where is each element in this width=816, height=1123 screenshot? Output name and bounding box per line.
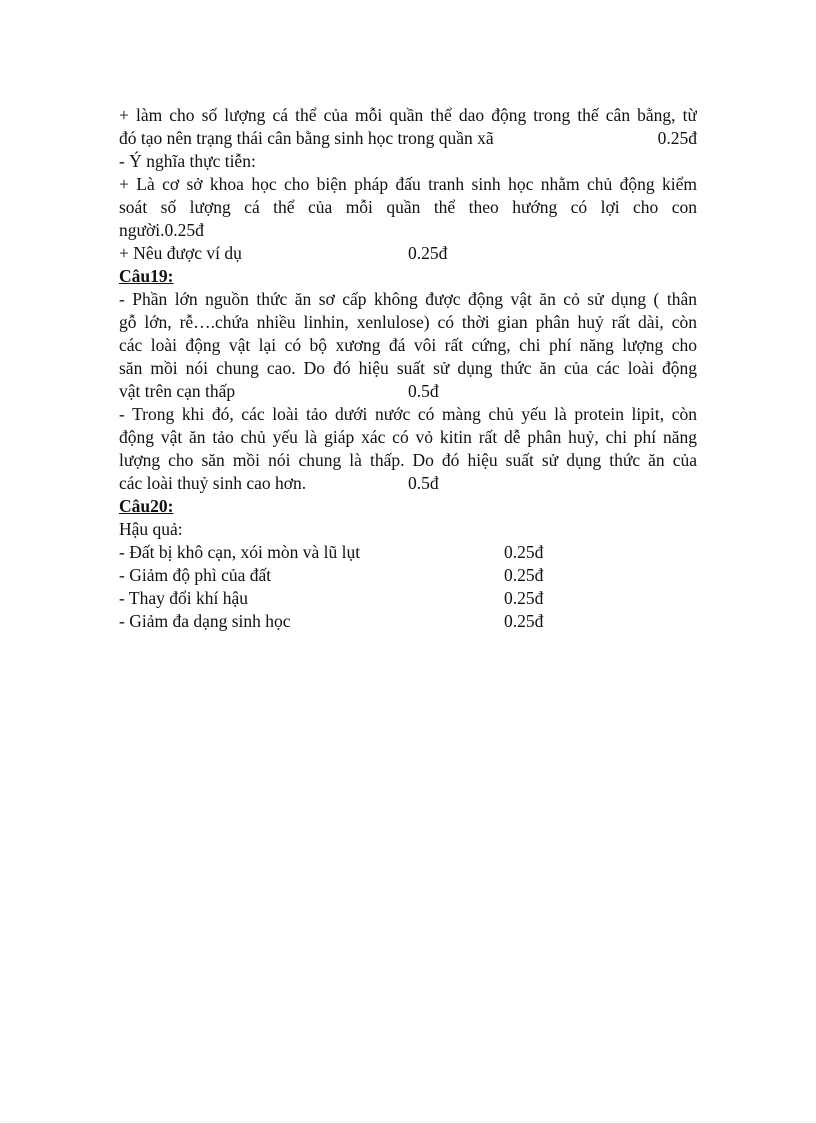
list-item [119, 541, 697, 564]
score-label: 0.5đ [408, 381, 439, 401]
text-line [119, 472, 697, 495]
text-content: các loài thuỷ sinh cao hơn. [119, 473, 307, 493]
list-item [119, 564, 697, 587]
text-line: + làm cho số lượng cá thể của mỗi quần thể dao động trong thế cân bằng, từ [119, 105, 697, 125]
text-content: vật trên cạn thấp [119, 381, 236, 401]
question-heading-19: Câu19: [119, 266, 174, 286]
text-line: - Phần lớn nguồn thức ăn sơ cấp không được động vật ăn cỏ sử dụng ( thân [119, 289, 697, 309]
list-item-text: - Giảm độ phì của đất [119, 565, 272, 585]
list-item [119, 610, 697, 633]
list-item-text: - Thay đổi khí hậu [119, 588, 248, 608]
list-item [119, 587, 697, 610]
text-line: lượng cho săn mồi nói chung là thấp. Do đó hiệu suất sử dụng thức ăn của [119, 450, 697, 470]
page-bottom-rule [0, 1121, 816, 1122]
score-label: 0.25đ [504, 565, 544, 585]
text-line: người.0.25đ [119, 220, 204, 240]
score-label: 0.25đ [657, 128, 697, 148]
text-content: đó tạo nên trạng thái cân bằng sinh học trong quần xã [119, 128, 494, 148]
text-line [119, 127, 697, 150]
text-line: gỗ lớn, rễ….chứa nhiều linhin, xenlulose) có thời gian phân huỷ rất dài, còn [119, 312, 697, 332]
text-content: + Nêu được ví dụ [119, 243, 242, 263]
score-label: 0.25đ [504, 588, 544, 608]
text-line [119, 380, 697, 403]
text-line [119, 242, 697, 265]
text-line: - Trong khi đó, các loài tảo dưới nước có màng chủ yếu là protein lipit, còn [119, 404, 697, 424]
text-line: động vật ăn tảo chủ yếu là giáp xác có vỏ kitin rất dễ phân huỷ, chi phí năng [119, 427, 697, 447]
text-line: các loài động vật lại có bộ xương đá vôi rất cứng, chi phí năng lượng cho [119, 335, 697, 355]
score-label: 0.25đ [408, 243, 448, 263]
text-line: soát số lượng cá thể của mỗi quần thể theo hướng có lợi cho con [119, 197, 697, 217]
score-label: 0.25đ [504, 542, 544, 562]
list-item-text: - Giảm đa dạng sinh học [119, 611, 291, 631]
text-line: Hậu quả: [119, 519, 183, 539]
score-label: 0.5đ [408, 473, 439, 493]
document-page [119, 104, 697, 633]
text-line: săn mồi nói chung cao. Do đó hiệu suất sử dụng thức ăn của các loài động [119, 358, 697, 378]
list-item-text: - Đất bị khô cạn, xói mòn và lũ lụt [119, 542, 361, 562]
text-line: - Ý nghĩa thực tiễn: [119, 151, 256, 171]
question-heading-20: Câu20: [119, 496, 174, 516]
score-label: 0.25đ [504, 611, 544, 631]
text-line: + Là cơ sở khoa học cho biện pháp đấu tranh sinh học nhằm chủ động kiểm [119, 174, 697, 194]
